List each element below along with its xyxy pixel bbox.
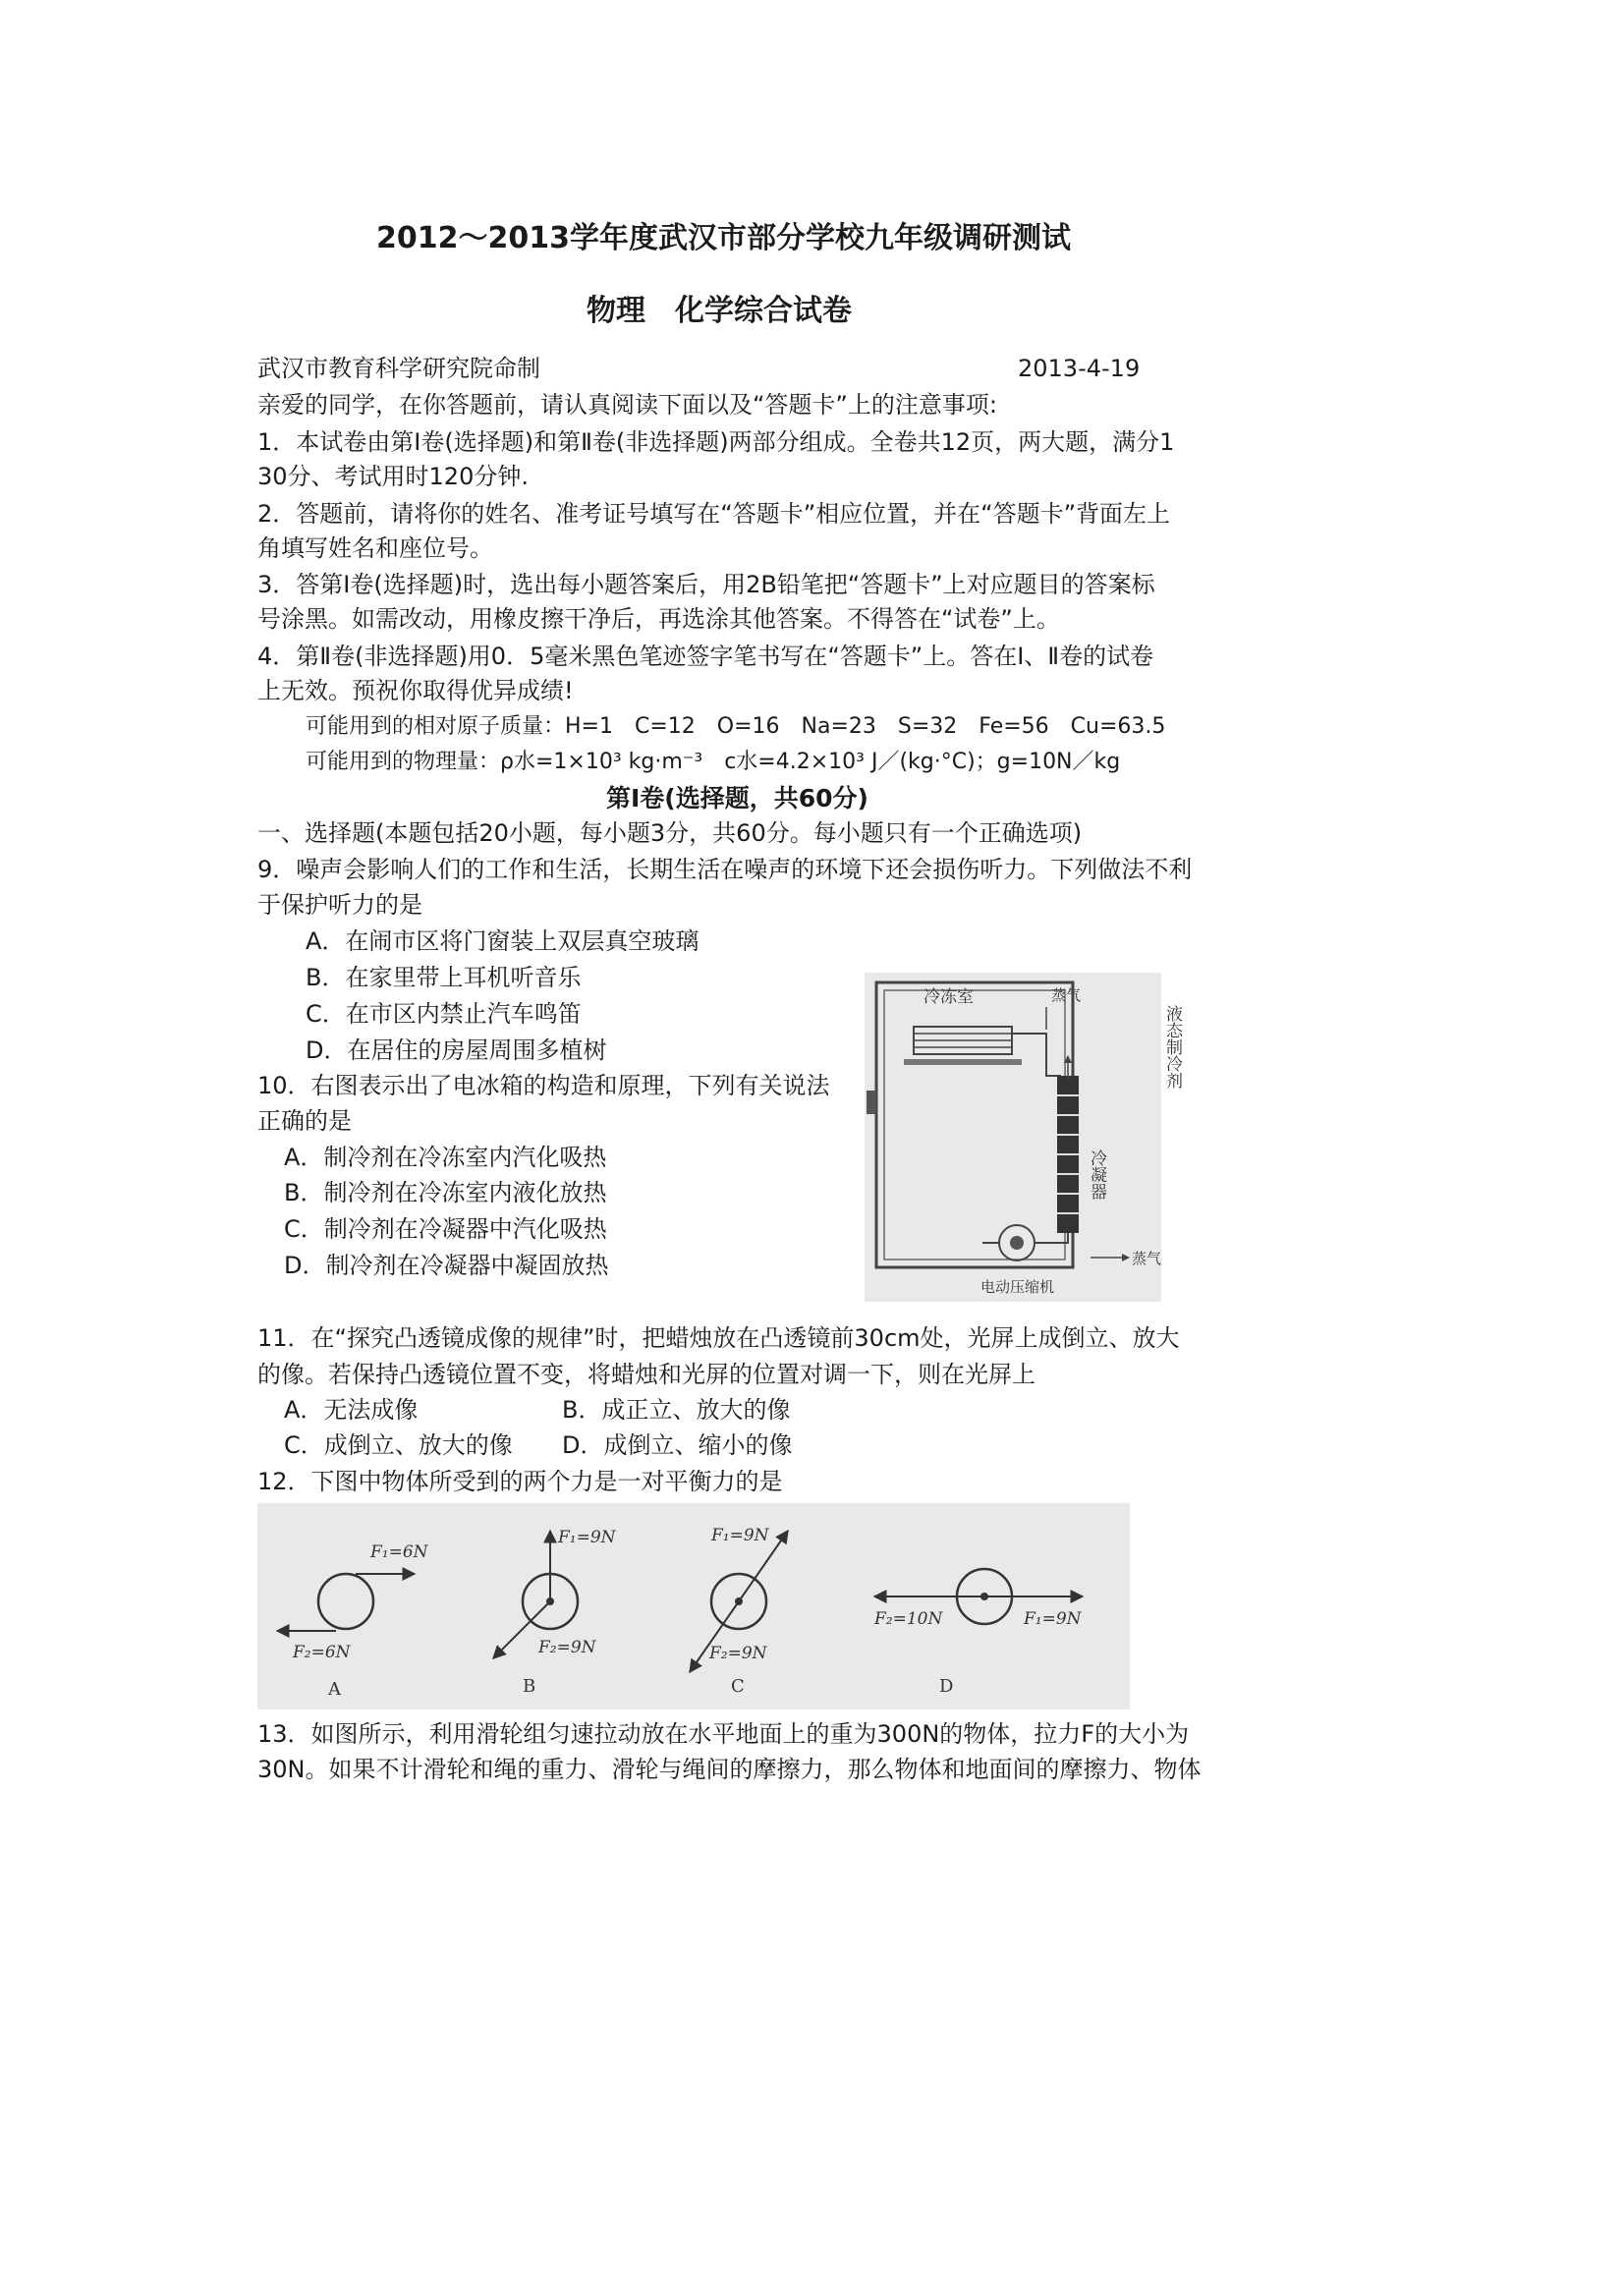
fridge-handle	[867, 1091, 876, 1114]
q12-stem: 12．下图中物体所受到的两个力是一对平衡力的是	[257, 1468, 783, 1495]
q10-stem-line-1: 10．右图表示出了电冰箱的构造和原理，下列有关说法	[257, 1072, 830, 1099]
liquid-refrigerant-text: 液态制冷剂	[1098, 1005, 1182, 1025]
figure-b	[493, 1528, 617, 1697]
q9-stem-line-2: 于保护听力的是	[257, 891, 422, 919]
figure-c	[690, 1526, 788, 1697]
q10-option-c: C．制冷剂在冷凝器中汽化吸热	[284, 1215, 607, 1243]
label-d-f2: F₂=10N	[874, 1609, 943, 1629]
exam-date: 2013-4-19	[1018, 355, 1141, 382]
label-d: D	[939, 1676, 954, 1697]
label-c-f2: F₂=9N	[709, 1644, 767, 1663]
q13-stem-line-2: 30N。如果不计滑轮和绳的重力、滑轮与绳间的摩擦力，那么物体和地面间的摩擦力、物体	[257, 1756, 1202, 1783]
label-c-f1: F₁=9N	[711, 1526, 769, 1545]
q11-option-a: A．无法成像	[284, 1396, 419, 1424]
section-instructions: 一、选择题(本题包括20小题，每小题3分，共60分。每小题只有一个正确选项)	[257, 819, 1083, 847]
force-diagrams	[257, 1503, 1130, 1709]
q9-option-c: C．在市区内禁止汽车鸣笛	[306, 1000, 582, 1028]
q10-stem-line-2: 正确的是	[257, 1107, 352, 1135]
figure-d	[873, 1569, 1083, 1697]
notice-item-2-line-2: 角填写姓名和座位号。	[257, 534, 493, 562]
label-b: B	[523, 1676, 536, 1697]
notice-item-2-line-1: 2．答题前，请将你的姓名、准考证号填写在“答题卡”相应位置，并在“答题卡”背面左上	[257, 500, 1171, 528]
q10-option-d: D．制冷剂在冷凝器中凝固放热	[284, 1252, 609, 1279]
section-heading: 第Ⅰ卷(选择题，共60分)	[606, 784, 868, 812]
q9-stem-line-1: 9．噪声会影响人们的工作和生活，长期生活在噪声的环境下还会损伤听力。下列做法不利	[257, 856, 1193, 883]
notice-item-3-line-2: 号涂黑。如需改动，用橡皮擦干净后，再选涂其他答案。不得答在“试卷”上。	[257, 605, 1060, 633]
label-b-f1: F₁=9N	[558, 1528, 616, 1547]
label-a-f1: F₁=6N	[370, 1542, 428, 1562]
q9-option-a: A．在闹市区将门窗装上双层真空玻璃	[306, 927, 700, 955]
q11-option-b: B．成正立、放大的像	[562, 1396, 791, 1424]
exam-subtitle: 物理 化学综合试卷	[587, 294, 852, 328]
q9-option-b: B．在家里带上耳机听音乐	[306, 964, 582, 991]
label-freezer: 冷冻室	[923, 987, 974, 1007]
label-c: C	[731, 1676, 745, 1697]
exam-title: 2012～2013学年度武汉市部分学校九年级调研测试	[376, 221, 1071, 255]
notice-item-1-line-1: 1．本试卷由第Ⅰ卷(选择题)和第Ⅱ卷(非选择题)两部分组成。全卷共12页，两大题，满分1	[257, 428, 1175, 456]
q11-option-d: D．成倒立、缩小的像	[562, 1431, 793, 1459]
label-liquid-refrigerant	[1098, 1005, 1183, 1090]
q10-option-b: B．制冷剂在冷冻室内液化放热	[284, 1179, 607, 1206]
q11-option-c: C．成倒立、放大的像	[284, 1431, 513, 1459]
label-a-f2: F₂=6N	[293, 1643, 351, 1662]
notice-item-4-line-2: 上无效。预祝你取得优异成绩!	[257, 677, 574, 704]
notice-item-1-line-2: 30分、考试用时120分钟.	[257, 463, 529, 490]
issuer: 武汉市教育科学研究院命制	[257, 355, 540, 382]
notice-item-3-line-1: 3．答第Ⅰ卷(选择题)时，选出每小题答案后，用2B铅笔把“答题卡”上对应题目的答案标	[257, 571, 1155, 598]
atomic-masses: 可能用到的相对原子质量：H=1 C=12 O=16 Na=23 S=32 Fe=56 Cu=63.5	[306, 714, 1166, 739]
fridge-cabinet	[876, 982, 1073, 1267]
q11-stem-line-2: 的像。若保持凸透镜位置不变，将蜡烛和光屏的位置对调一下，则在光屏上	[257, 1361, 1035, 1388]
label-vapor-bottom: 蒸气	[1132, 1250, 1162, 1267]
object-a	[318, 1574, 373, 1629]
q10-option-a: A．制冷剂在冷冻室内汽化吸热	[284, 1144, 607, 1171]
refrigerator-diagram	[865, 973, 1182, 1302]
label-vapor-top: 蒸气	[1051, 986, 1082, 1004]
notice-item-4-line-1: 4．第Ⅱ卷(非选择题)用0．5毫米黑色笔迹签字笔书写在“答题卡”上。答在Ⅰ、Ⅱ卷的试卷	[257, 643, 1154, 670]
label-d-f1: F₁=9N	[1024, 1609, 1082, 1629]
q13-stem-line-1: 13．如图所示，利用滑轮组匀速拉动放在水平地面上的重为300N的物体，拉力F的大小为	[257, 1720, 1190, 1748]
q11-stem-line-1: 11．在“探究凸透镜成像的规律”时，把蜡烛放在凸透镜前30cm处，光屏上成倒立、放大	[257, 1324, 1180, 1352]
label-b-f2: F₂=9N	[538, 1638, 596, 1657]
q9-option-d: D．在居住的房屋周围多植树	[306, 1036, 607, 1064]
physics-constants: 可能用到的物理量：ρ水=1×10³ kg·m⁻³ c水=4.2×10³ J／(kg·°C)；g=10N／kg	[306, 750, 1121, 774]
figure-a	[277, 1542, 429, 1700]
label-a: A	[328, 1679, 341, 1700]
label-condenser: 冷凝器	[1087, 1149, 1106, 1200]
label-compressor: 电动压缩机	[980, 1278, 1055, 1296]
notice-intro: 亲爱的同学，在你答题前，请认真阅读下面以及“答题卡”上的注意事项:	[257, 391, 997, 419]
